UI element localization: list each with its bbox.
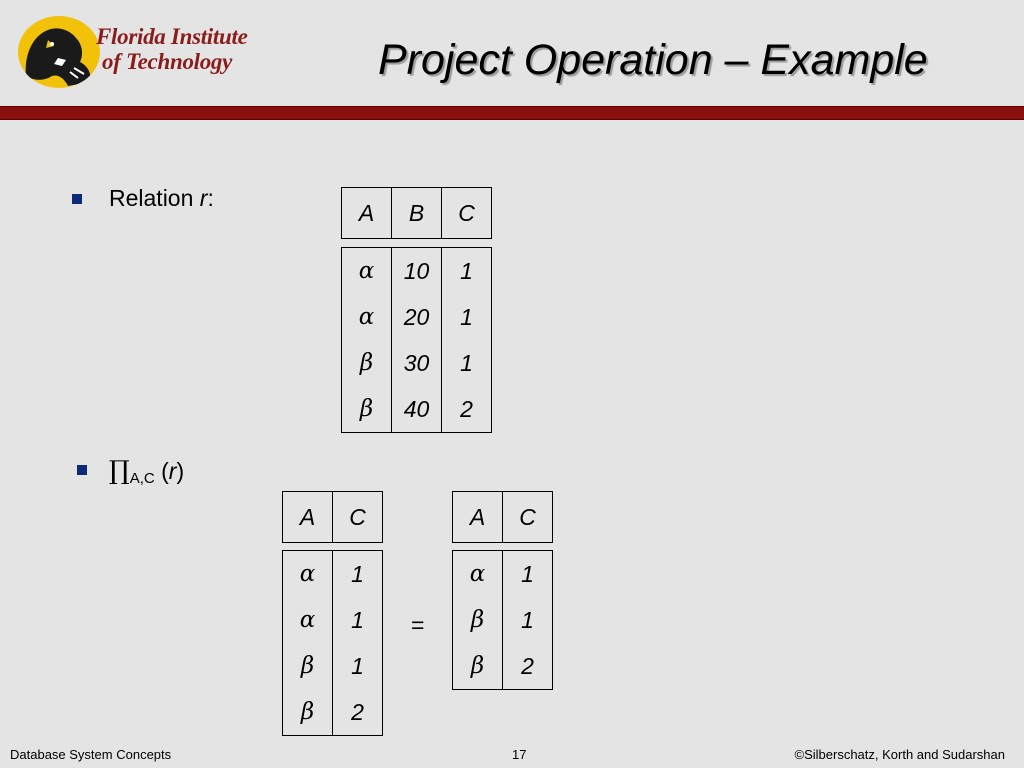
logo-line-2: of Technology (102, 49, 233, 74)
footer-page-number: 17 (512, 747, 527, 762)
table-cell: β (300, 653, 315, 679)
table-cell: α (358, 258, 375, 284)
table-cell: 30 (392, 340, 442, 386)
projection-result-body (452, 550, 553, 690)
table-cell: 2 (503, 643, 553, 690)
projection-raw-body (282, 550, 383, 736)
bullet-relation-r (109, 185, 214, 212)
table-cell: α (299, 607, 316, 633)
table-cell: 2 (442, 386, 492, 433)
table-cell: 10 (392, 248, 442, 295)
table-cell: α (358, 304, 375, 330)
paren-close: ) (176, 458, 185, 484)
column-header: A (469, 503, 486, 530)
table-row (453, 643, 553, 690)
table-row (453, 597, 553, 643)
table-cell: α (299, 561, 316, 587)
bullet-colon: : (207, 185, 214, 211)
table-cell: β (470, 607, 485, 633)
projection-result-header (452, 491, 553, 543)
table-cell: 1 (503, 597, 553, 643)
table-row (283, 551, 383, 598)
table-cell: β (470, 653, 485, 679)
column-header: C (503, 492, 553, 543)
table-cell: 20 (392, 294, 442, 340)
bullet-square-icon (72, 194, 82, 204)
table-row (283, 689, 383, 736)
table-row (283, 643, 383, 689)
pi-symbol: ∏ (109, 456, 130, 486)
header-row (342, 188, 492, 239)
bullet-label: Relation (109, 185, 200, 211)
column-header: A (299, 503, 316, 530)
table-row (342, 248, 492, 295)
footer-course: Database System Concepts (10, 747, 172, 762)
equals-sign: = (411, 612, 425, 638)
relation-variable: r (168, 458, 177, 484)
table-cell: 1 (333, 551, 383, 598)
relation-r-header (341, 187, 492, 239)
table-row (283, 597, 383, 643)
table-cell: α (469, 561, 486, 587)
logo-wordmark (96, 24, 247, 74)
header-row (283, 492, 383, 543)
logo-line-1: Florida Institute (96, 24, 248, 49)
table-cell: β (300, 699, 315, 725)
table-row (453, 551, 553, 598)
column-header: B (392, 188, 442, 239)
table-row (342, 294, 492, 340)
table-cell: 1 (442, 340, 492, 386)
table-cell: 1 (442, 248, 492, 295)
table-cell: 40 (392, 386, 442, 433)
table-row (342, 340, 492, 386)
table-cell: 2 (333, 689, 383, 736)
institute-logo (18, 14, 254, 90)
table-cell: 1 (503, 551, 553, 598)
projection-raw-header (282, 491, 383, 543)
column-header: C (442, 188, 492, 239)
table-cell: 1 (333, 643, 383, 689)
table-cell: 1 (442, 294, 492, 340)
relation-r-body (341, 247, 492, 433)
panther-emblem (18, 16, 100, 88)
column-header: A (358, 199, 375, 226)
relation-variable: r (199, 185, 208, 211)
table-cell: β (359, 350, 374, 376)
footer-copyright: ©Silberschatz, Korth and Sudarshan (794, 747, 1005, 762)
bullet-projection-expression (109, 456, 184, 487)
header-row (453, 492, 553, 543)
projection-subscript: A,C (129, 470, 155, 487)
table-cell: 1 (333, 597, 383, 643)
table-cell: β (359, 396, 374, 422)
table-row (342, 386, 492, 433)
slide-title: Project Operation – Example (378, 36, 928, 84)
bullet-square-icon (77, 465, 87, 475)
title-divider (0, 106, 1024, 120)
paren-open: ( (154, 458, 169, 484)
column-header: C (333, 492, 383, 543)
